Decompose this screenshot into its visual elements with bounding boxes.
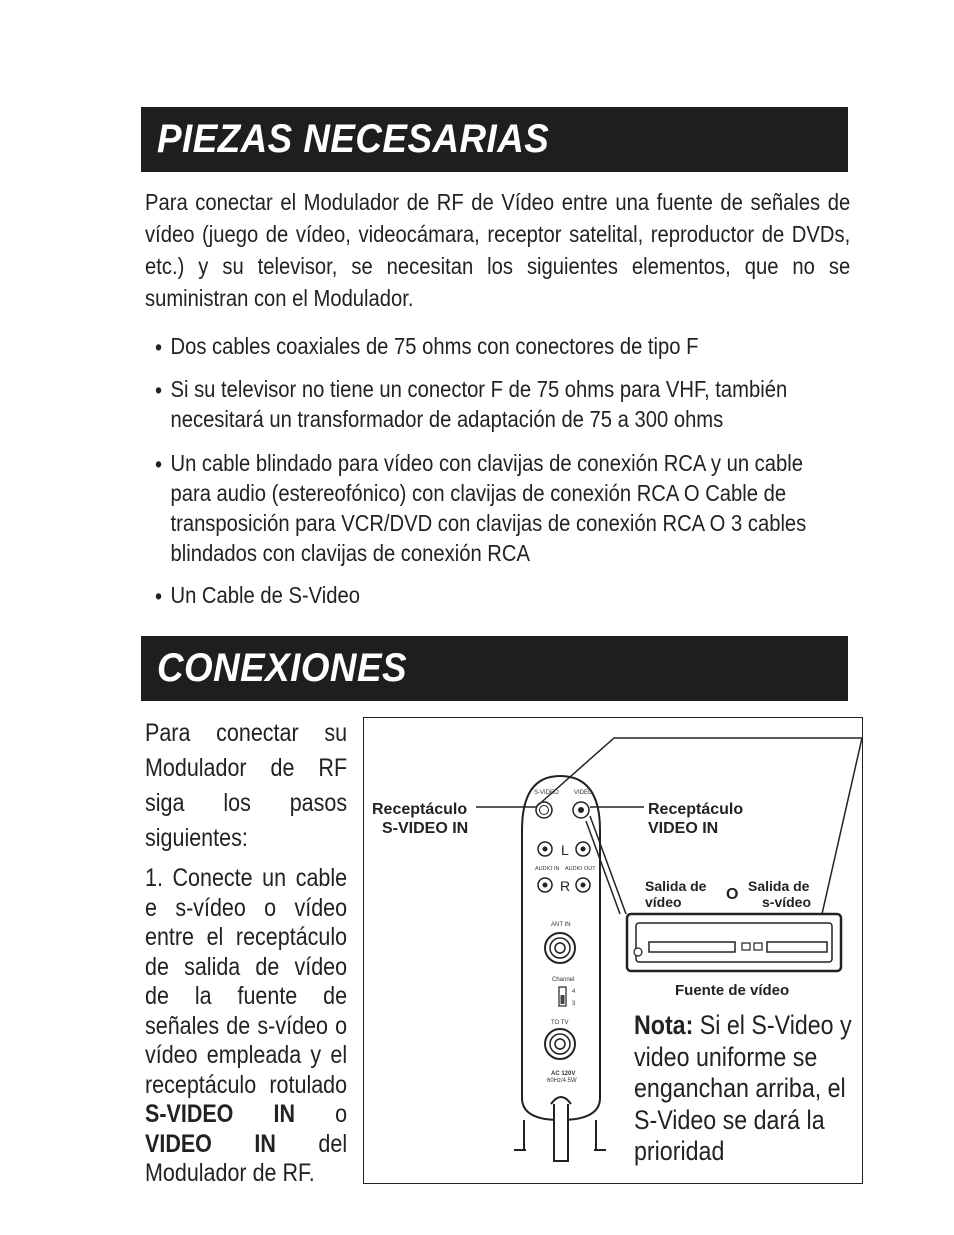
ant-in-connector xyxy=(545,933,575,963)
device-ac-label: AC 120V xyxy=(551,1071,576,1077)
section-title-piezas: PIEZAS NECESARIAS xyxy=(157,117,550,161)
to-tv-connector xyxy=(545,1029,575,1059)
step-1-text-mid: o xyxy=(295,1100,348,1128)
label-fuente-video: Fuente de vídeo xyxy=(675,982,790,999)
note-label: Nota: xyxy=(634,1010,694,1040)
lead-paragraph: Para conectar su Modulador de RF siga los pasos siguientes: xyxy=(145,719,348,852)
note-paragraph xyxy=(634,1010,858,1168)
bullet-dot: • xyxy=(155,334,163,360)
device-to-tv-label: TO TV xyxy=(551,1020,569,1026)
device-audio-in-label: AUDIO IN xyxy=(535,866,560,872)
device-video-label: VIDEO xyxy=(574,790,593,796)
device-ac-spec-label: 60Hz/4.5W xyxy=(547,1078,577,1084)
device-channel-label: Channel xyxy=(552,977,575,983)
section-banner-conexiones xyxy=(141,636,848,701)
video-in-jack xyxy=(573,802,589,818)
bullet-text: Un Cable de S-Video xyxy=(170,582,360,608)
step-1-video-in: VIDEO IN xyxy=(145,1129,276,1158)
step-1-paragraph xyxy=(145,864,347,1189)
section-banner-piezas xyxy=(141,107,848,172)
bullet-text: Si su televisor no tiene un conector F de 75 ohms para VHF, también necesitará un transformador de adaptación de 75 a 300 ohms xyxy=(170,376,788,432)
rf-modulator-device xyxy=(514,776,606,1161)
intro-paragraph: Para conectar el Modulador de RF de Vídeo entre una fuente de señales de vídeo (juego de vídeo, videocámara, receptor satelital, reproductor de DVDs, etc.) y su televisor, se necesitan los siguientes elementos, que no se suministran con el Modulador. xyxy=(145,189,851,311)
label-svideo-in-line2: S-VIDEO IN xyxy=(382,820,469,837)
note-text: Si el S-Video y video uniforme se enganchan arriba, el S-Video se dará la prioridad xyxy=(634,1010,852,1166)
label-video-in-line1: Receptáculo xyxy=(648,801,744,818)
step-1-text-pre: 1. Conecte un cable e s-vídeo o vídeo entre el receptáculo de salida de vídeo de la fuente de señales de s-vídeo o vídeo empleada y el receptáculo rotulado xyxy=(145,864,348,1099)
audio-in-left-jack xyxy=(538,842,552,856)
label-video-in-line2: VIDEO IN xyxy=(648,820,719,837)
connection-instructions xyxy=(145,716,347,1189)
audio-out-left-jack xyxy=(576,842,590,856)
channel-switch xyxy=(559,987,566,1006)
bullet-text: Un cable blindado para vídeo con clavijas de conexión RCA y un cable para audio (estereofónico) con clavijas de conexión RCA O Cable de transposición para VCR/DVD con clavijas de conexión RCA O 3 cables blindados con clavijas de conexión RCA xyxy=(170,450,807,566)
device-audio-out-label: AUDIO OUT xyxy=(565,866,596,872)
step-1-svideo-in: S-VIDEO IN xyxy=(145,1100,296,1128)
device-ant-in-label: ANT IN xyxy=(551,922,571,928)
label-salida-svideo-line1: Salida de xyxy=(748,878,810,894)
audio-in-right-jack xyxy=(538,878,552,892)
video-source-device xyxy=(627,914,841,971)
step-1-text-post: del Modulador de RF. xyxy=(145,1129,348,1187)
device-svideo-label: S-VIDEO xyxy=(534,790,559,796)
section-title-conexiones: CONEXIONES xyxy=(157,646,407,690)
label-svideo-in-line1: Receptáculo xyxy=(372,801,468,818)
device-r-label: R xyxy=(560,878,571,894)
bullet-dot: • xyxy=(155,451,163,477)
label-salida-video-line2: vídeo xyxy=(645,894,682,910)
bullet-dot: • xyxy=(155,583,163,609)
device-ch4-label: 4 xyxy=(572,989,576,995)
bullet-text: Dos cables coaxiales de 75 ohms con conectores de tipo F xyxy=(170,333,699,359)
label-salida-video-line1: Salida de xyxy=(645,878,707,894)
bullet-dot: • xyxy=(155,377,163,403)
label-salida-svideo-line2: s-vídeo xyxy=(762,894,812,910)
device-ch3-label: 3 xyxy=(572,1001,576,1007)
audio-out-right-jack xyxy=(576,878,590,892)
device-l-label: L xyxy=(561,842,569,858)
svideo-cable-drop xyxy=(822,738,862,914)
label-or: O xyxy=(726,886,739,903)
